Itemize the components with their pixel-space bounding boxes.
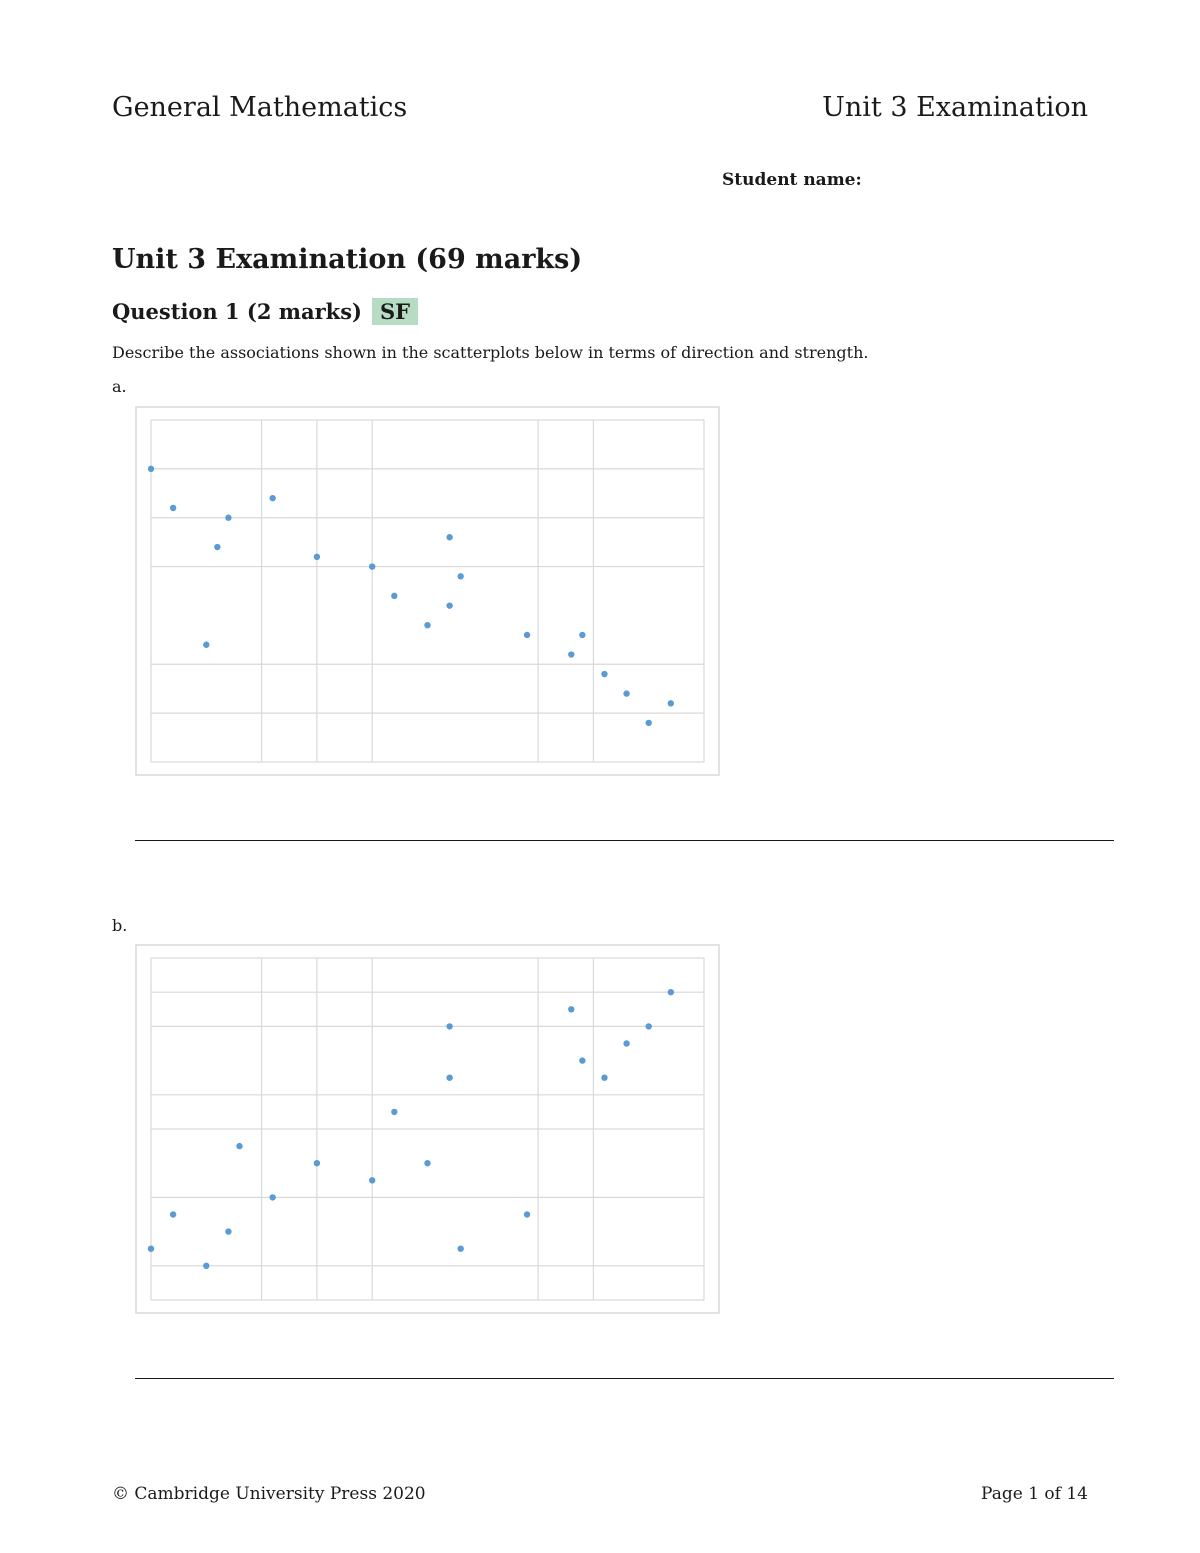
question-1-text: Describe the associations shown in the scatterplots below in terms of direction and strength. xyxy=(112,343,869,362)
data-point xyxy=(646,720,652,726)
data-point xyxy=(568,1006,574,1012)
scatterplot-b xyxy=(135,944,720,1316)
data-point xyxy=(225,1228,231,1234)
data-point xyxy=(424,1160,430,1166)
scatterplot-a xyxy=(135,406,720,778)
data-point xyxy=(579,1057,585,1063)
data-point xyxy=(391,593,397,599)
data-point xyxy=(214,544,220,550)
data-point xyxy=(623,690,629,696)
data-point xyxy=(646,1023,652,1029)
data-point xyxy=(524,1211,530,1217)
exam-title: Unit 3 Examination (69 marks) xyxy=(112,244,583,275)
data-point xyxy=(601,671,607,677)
data-point xyxy=(668,700,674,706)
data-point xyxy=(225,515,231,521)
answer-line-a[interactable] xyxy=(135,840,1114,841)
data-point xyxy=(623,1040,629,1046)
footer-page-number: Page 1 of 14 xyxy=(981,1484,1088,1504)
data-point xyxy=(369,563,375,569)
data-point xyxy=(203,642,209,648)
footer-copyright: © Cambridge University Press 2020 xyxy=(112,1484,426,1504)
student-name-label: Student name: xyxy=(722,170,862,190)
data-point xyxy=(446,1075,452,1081)
part-b-label: b. xyxy=(112,916,128,935)
data-point xyxy=(269,495,275,501)
data-point xyxy=(170,1211,176,1217)
data-point xyxy=(203,1263,209,1269)
data-point xyxy=(446,534,452,540)
data-point xyxy=(668,989,674,995)
data-point xyxy=(314,1160,320,1166)
chart-frame xyxy=(136,407,719,775)
data-point xyxy=(170,505,176,511)
part-a-label: a. xyxy=(112,377,127,396)
data-point xyxy=(148,466,154,472)
data-point xyxy=(457,1246,463,1252)
answer-line-b[interactable] xyxy=(135,1378,1114,1379)
data-point xyxy=(457,573,463,579)
data-point xyxy=(601,1075,607,1081)
data-point xyxy=(369,1177,375,1183)
question-1-heading xyxy=(112,298,418,325)
header-document-title: Unit 3 Examination xyxy=(822,92,1088,123)
question-1-title: Question 1 (2 marks) xyxy=(112,299,362,324)
data-point xyxy=(446,602,452,608)
data-point xyxy=(391,1109,397,1115)
data-point xyxy=(446,1023,452,1029)
data-point xyxy=(524,632,530,638)
skill-badge: SF xyxy=(372,298,418,325)
data-point xyxy=(424,622,430,628)
data-point xyxy=(148,1246,154,1252)
data-point xyxy=(269,1194,275,1200)
data-point xyxy=(314,554,320,560)
data-point xyxy=(568,651,574,657)
data-point xyxy=(579,632,585,638)
header-subject: General Mathematics xyxy=(112,92,408,123)
data-point xyxy=(236,1143,242,1149)
